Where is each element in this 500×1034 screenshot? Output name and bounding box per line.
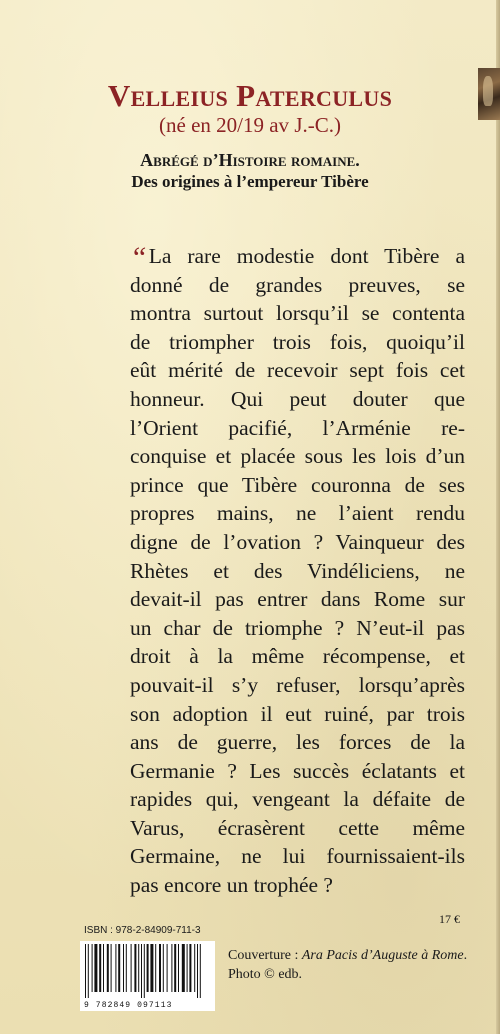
barcode-bar: [197, 944, 198, 998]
quote-line: l’Orient pacifié, l’Arménie re-: [130, 415, 465, 440]
quote-line: “La rare modestie dont Tibère a: [130, 241, 465, 274]
barcode-bar: [115, 944, 116, 992]
barcode-bar: [167, 944, 168, 992]
cover-credit-work: Ara Pacis d’Auguste à Rome: [301, 948, 464, 963]
quote-line: de triompher trois fois, quoiqu’il: [130, 329, 465, 354]
cover-credit: [228, 946, 468, 984]
cover-credit-photo: . Photo © edb.: [228, 948, 468, 982]
barcode-bar: [134, 944, 136, 992]
quote-line: rapides qui, vengeant la défaite de: [130, 787, 465, 812]
quote-excerpt: [130, 242, 465, 900]
barcode-bar: [88, 944, 89, 998]
author-dates: [0, 113, 500, 138]
quote-line: un char de triomphe ? N’eut-il pas: [130, 615, 465, 640]
barcode-bar: [85, 944, 86, 998]
barcode-bar: [99, 944, 101, 992]
quote-line: montra surtout lorsqu’il se contenta: [130, 301, 465, 326]
quote-line: ans de guerre, les forces de la: [130, 730, 465, 755]
quote-line: Germanie ? Les succès éclatants et: [130, 758, 465, 783]
quote-line: donné de grandes preuves, se: [130, 272, 465, 297]
price-label: 17 €: [439, 912, 460, 926]
book-subtitle: Des origines à l’empereur Tibère: [131, 172, 369, 191]
quote-line: pas encore un trophée ?: [130, 873, 333, 898]
barcode-bar: [94, 944, 97, 992]
barcode-bar: [103, 944, 104, 992]
author-name: Velleius Paterculus: [107, 78, 393, 113]
barcode-bar: [194, 944, 195, 992]
cover-credit-label: Couverture :: [228, 948, 302, 963]
barcode-bar: [92, 944, 93, 992]
barcode-bar: [144, 944, 145, 998]
quote-line: eût mérité de recevoir sept fois cet: [130, 358, 465, 383]
quote-line: prince que Tibère couronna de ses: [130, 472, 465, 497]
barcode-bar: [155, 944, 156, 992]
barcode-bar: [111, 944, 112, 992]
barcode-bar: [182, 944, 185, 992]
barcode-bars: [84, 944, 211, 998]
barcode-bar: [126, 944, 127, 992]
barcode-bar: [147, 944, 149, 992]
barcode-bar: [187, 944, 188, 992]
book-title: Abrégé d’Histoire romaine.: [140, 150, 360, 170]
author-dates-era: J.-C.): [294, 113, 341, 137]
quote-open-mark: “: [130, 241, 147, 274]
quote-line: son adoption il eut ruiné, par trois: [130, 701, 465, 726]
barcode-bar: [131, 944, 132, 992]
author-dates-text: (né en 20/19 av: [159, 113, 295, 137]
barcode-bar: [118, 944, 120, 992]
quote-line: devait-il pas entrer dans Rome sur: [130, 587, 465, 612]
quote-line: conquise et placée sous les lois d’un: [130, 444, 465, 469]
barcode-bar: [123, 944, 124, 992]
quote-line: Germaine, ne lui fournissaient-ils: [130, 844, 465, 869]
barcode-bar: [138, 944, 139, 992]
barcode-bar: [189, 944, 191, 992]
quote-line: droit à la même récompense, et: [130, 644, 465, 669]
barcode-bar: [163, 944, 164, 992]
barcode-bar: [141, 944, 142, 998]
barcode: [80, 941, 215, 1011]
quote-line: pouvait-il s’y refuser, lorsqu’après: [130, 672, 465, 697]
quote-line: Varus, écrasèrent cette même: [130, 815, 465, 840]
barcode-bar: [159, 944, 161, 992]
barcode-digits: 9 782849 097113: [84, 1001, 173, 1010]
quote-line: propres mains, ne l’aient rendu: [130, 501, 465, 526]
isbn-label: ISBN : 978-2-84909-711-3: [84, 925, 201, 936]
quote-line: digne de l’ovation ? Vainqueur des: [130, 529, 465, 554]
barcode-bar: [150, 944, 153, 992]
barcode-bar: [174, 944, 176, 992]
barcode-bar: [107, 944, 109, 992]
barcode-bar: [200, 944, 201, 998]
quote-line: honneur. Qui peut douter que: [130, 386, 465, 411]
barcode-bar: [178, 944, 179, 992]
quote-line: Rhètes et des Vindéliciens, ne: [130, 558, 465, 583]
barcode-bar: [171, 944, 172, 992]
